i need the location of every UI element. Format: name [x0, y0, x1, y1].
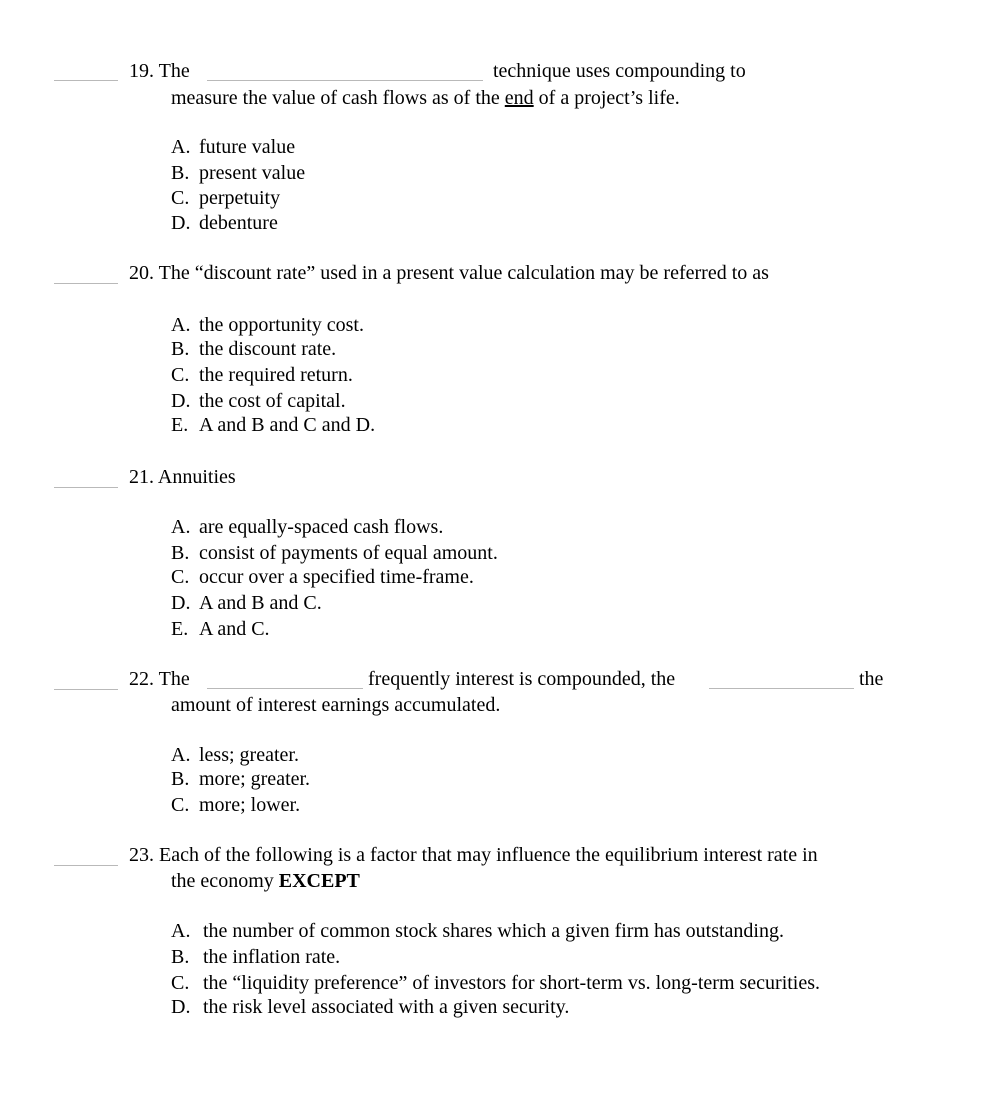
option-text: the inflation rate. [203, 946, 341, 968]
answer-blank-21[interactable] [54, 487, 118, 488]
option-text: occur over a specified time-frame. [199, 566, 474, 588]
question-19-number-line [129, 58, 190, 84]
question-19-stem-a: The [158, 60, 190, 82]
question-21-option-a [171, 514, 443, 540]
question-19-stem-line2 [171, 85, 680, 111]
question-23-stem-line2 [171, 868, 360, 894]
option-text: are equally-spaced cash flows. [199, 516, 444, 538]
question-23-stem-emph: EXCEPT [278, 870, 360, 892]
option-text: the required return. [199, 364, 353, 386]
question-22-stem-c: the [859, 668, 884, 690]
question-21-stem-line [129, 464, 236, 490]
question-21-stem: Annuities [157, 466, 236, 488]
question-22-option-b [171, 766, 310, 792]
answer-blank-23[interactable] [54, 865, 118, 866]
question-19-stem-b: technique uses compounding to [493, 60, 746, 82]
question-20-option-d [171, 388, 346, 414]
option-letter: C. [171, 972, 190, 994]
question-22-stem-a: The [158, 668, 190, 690]
question-20-option-b [171, 336, 336, 362]
question-19-number: 19. [129, 60, 154, 82]
option-text: the opportunity cost. [199, 314, 364, 336]
question-22-stem-b: frequently interest is compounded, the [368, 668, 676, 690]
option-letter: D. [171, 390, 191, 412]
question-22-option-a [171, 742, 299, 768]
option-letter: A. [171, 516, 191, 538]
question-21-option-e [171, 616, 270, 642]
fill-blank-22-first[interactable] [207, 688, 363, 689]
option-letter: B. [171, 162, 190, 184]
question-22-option-c [171, 792, 300, 818]
option-letter: C. [171, 794, 190, 816]
question-19-stem-emph: end [504, 87, 534, 109]
question-19-stem-line2-post: of a project’s life. [538, 87, 680, 109]
option-letter: A. [171, 314, 191, 336]
question-20-stem: The “discount rate” used in a present value calculation may be referred to as [158, 262, 769, 284]
option-letter: B. [171, 768, 190, 790]
question-20-stem-line [129, 260, 769, 286]
option-letter: D. [171, 212, 191, 234]
option-text: more; lower. [199, 794, 301, 816]
question-19-option-b [171, 160, 305, 186]
option-letter: D. [171, 996, 191, 1018]
option-text: debenture [199, 212, 278, 234]
option-text: the number of common stock shares which a given firm has outstanding. [203, 920, 784, 942]
question-20-option-a [171, 312, 364, 338]
option-text: A and B and C and D. [199, 414, 376, 436]
option-letter: B. [171, 338, 190, 360]
option-text: the cost of capital. [199, 390, 346, 412]
question-20-option-e [171, 412, 375, 438]
question-23-stem-line2-pre: the economy [171, 870, 274, 892]
option-letter: A. [171, 744, 191, 766]
fill-blank-19[interactable] [207, 80, 483, 81]
question-21-option-d [171, 590, 322, 616]
option-text: perpetuity [199, 187, 281, 209]
question-23-option-d [171, 994, 569, 1020]
option-text: present value [199, 162, 306, 184]
question-21-option-c [171, 564, 474, 590]
fill-blank-22-second[interactable] [709, 688, 854, 689]
option-letter: D. [171, 592, 191, 614]
question-23-option-a [171, 918, 784, 944]
question-19-option-c [171, 185, 280, 211]
question-19-option-a [171, 134, 295, 160]
question-21-option-b [171, 540, 498, 566]
option-text: A and C. [199, 618, 270, 640]
option-text: the discount rate. [199, 338, 337, 360]
option-letter: C. [171, 364, 190, 386]
option-text: consist of payments of equal amount. [199, 542, 498, 564]
answer-blank-19[interactable] [54, 80, 118, 81]
option-letter: A. [171, 920, 191, 942]
option-letter: E. [171, 414, 189, 436]
option-text: the risk level associated with a given security. [203, 996, 570, 1018]
question-23-number: 23. [129, 844, 154, 866]
answer-blank-20[interactable] [54, 283, 118, 284]
option-letter: C. [171, 566, 190, 588]
question-23-stem-line [129, 842, 818, 868]
question-21-number: 21. [129, 466, 154, 488]
question-22-number: 22. [129, 668, 154, 690]
question-19-stem-line2-pre: measure the value of cash flows as of the [171, 87, 500, 109]
option-text: future value [199, 136, 296, 158]
option-letter: A. [171, 136, 191, 158]
option-letter: E. [171, 618, 189, 640]
question-23-stem: Each of the following is a factor that may influence the equilibrium interest rate in [159, 844, 818, 866]
question-22-stem-line2: amount of interest earnings accumulated. [171, 694, 501, 716]
question-23-option-c [171, 970, 820, 996]
option-letter: B. [171, 542, 190, 564]
option-text: less; greater. [199, 744, 299, 766]
question-20-option-c [171, 362, 353, 388]
question-19-option-d [171, 210, 278, 236]
option-text: more; greater. [199, 768, 311, 790]
question-20-number: 20. [129, 262, 154, 284]
option-text: the “liquidity preference” of investors for short-term vs. long-term securities. [203, 972, 821, 994]
option-letter: B. [171, 946, 190, 968]
answer-blank-22[interactable] [54, 689, 118, 690]
option-letter: C. [171, 187, 190, 209]
question-22-number-line [129, 666, 190, 692]
question-23-option-b [171, 944, 340, 970]
option-text: A and B and C. [199, 592, 322, 614]
